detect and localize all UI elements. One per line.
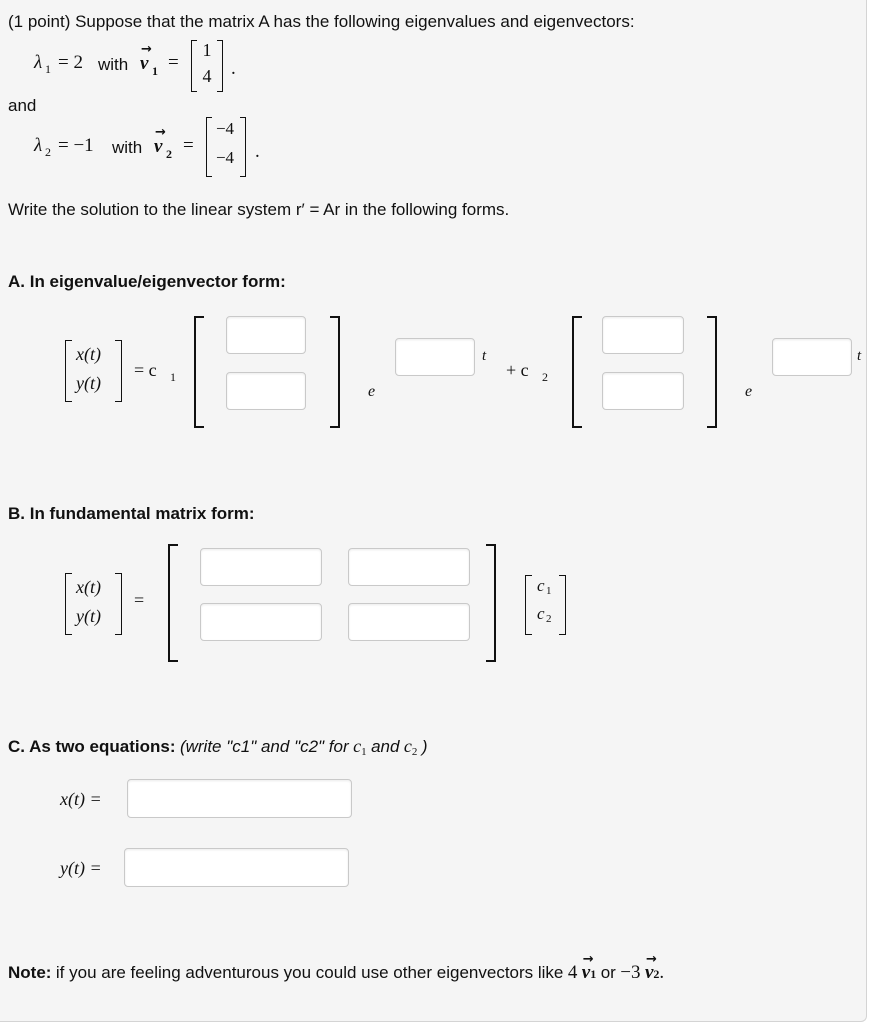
or-word: or bbox=[600, 963, 616, 982]
v2-answer-input-2[interactable] bbox=[602, 372, 684, 410]
left-bracket bbox=[65, 573, 72, 635]
period: . bbox=[255, 141, 260, 162]
right-bracket bbox=[330, 316, 340, 428]
with-label: with bbox=[112, 138, 143, 157]
problem-intro: (1 point) Suppose that the matrix A has the following eigenvalues and eigenvectors: bbox=[8, 12, 635, 31]
exponent-2-input[interactable] bbox=[772, 338, 852, 376]
eigenvalue-2: = −1 bbox=[58, 135, 94, 156]
lambda-symbol: λ bbox=[34, 135, 43, 156]
x-of-t: x(t) bbox=[76, 344, 101, 364]
vector-arrow-icon: → bbox=[645, 952, 657, 967]
eigenpair-1 bbox=[34, 40, 274, 100]
right-bracket bbox=[240, 117, 246, 177]
v2-vector bbox=[644, 952, 660, 984]
vector-arrow-icon: → bbox=[155, 125, 166, 140]
v1-answer-input-2[interactable] bbox=[226, 372, 306, 410]
right-bracket bbox=[559, 575, 566, 635]
y-equation-label: y(t) = bbox=[60, 858, 102, 878]
matrix-input-r1c2[interactable] bbox=[348, 548, 470, 586]
equals-sign: = bbox=[134, 590, 145, 610]
c2-subscript: 2 bbox=[546, 613, 552, 625]
x-of-t: x(t) bbox=[76, 577, 101, 597]
matrix-input-r2c2[interactable] bbox=[348, 603, 470, 641]
v2-answer-input-1[interactable] bbox=[602, 316, 684, 354]
right-bracket bbox=[707, 316, 717, 428]
with-label: with bbox=[98, 55, 129, 74]
x-equation-label: x(t) = bbox=[60, 789, 102, 809]
c2-subscript: 2 bbox=[411, 746, 418, 758]
exp-e: e bbox=[745, 383, 753, 400]
c-symbol: c bbox=[537, 604, 545, 623]
c1-subscript: 1 bbox=[170, 370, 176, 384]
c-symbol: c bbox=[353, 736, 362, 756]
right-bracket bbox=[115, 340, 122, 402]
v1-answer-input-1[interactable] bbox=[226, 316, 306, 354]
coef-1: 4 bbox=[567, 962, 578, 983]
instruction: Write the solution to the linear system r′ = Ar in the following forms. bbox=[8, 200, 510, 219]
part-c-hint: (write "c1" and "c2" for bbox=[179, 737, 349, 756]
v1-subscript: 1 bbox=[152, 64, 158, 78]
period: . bbox=[659, 962, 665, 983]
note-text: if you are feeling adventurous you could use other eigenvectors like bbox=[55, 963, 564, 982]
left-bracket bbox=[572, 316, 582, 428]
right-bracket bbox=[115, 573, 122, 635]
v1-symbol: v bbox=[140, 53, 149, 74]
part-c-heading-line bbox=[8, 736, 428, 758]
v-symbol: v bbox=[644, 962, 654, 983]
exp-e: e bbox=[368, 383, 376, 400]
exponent-1-input[interactable] bbox=[395, 338, 475, 376]
left-bracket bbox=[191, 40, 197, 92]
v1-entry-1: 1 bbox=[202, 40, 212, 60]
and-word: and bbox=[371, 737, 400, 756]
right-bracket bbox=[217, 40, 223, 92]
vector-arrow-icon: → bbox=[141, 42, 152, 57]
v1-subscript: 1 bbox=[590, 967, 597, 981]
part-a-equation bbox=[0, 310, 869, 440]
eigenvalue-1: = 2 bbox=[58, 52, 83, 73]
c1-subscript: 1 bbox=[546, 585, 552, 597]
equals-sign: = bbox=[183, 135, 194, 156]
close-paren: ) bbox=[421, 737, 428, 756]
part-c-heading: C. As two equations: bbox=[8, 737, 176, 756]
part-a-heading: A. In eigenvalue/eigenvector form: bbox=[8, 272, 286, 291]
v2-symbol: v bbox=[154, 136, 163, 157]
part-b-equation bbox=[0, 540, 869, 670]
v2-subscript: 2 bbox=[653, 967, 660, 981]
x-equation-input[interactable] bbox=[127, 779, 352, 818]
equals-c: = c bbox=[134, 360, 157, 380]
v2-subscript: 2 bbox=[166, 147, 172, 161]
coef-2: −3 bbox=[620, 962, 641, 983]
left-bracket bbox=[168, 544, 178, 662]
exp-t: t bbox=[857, 348, 862, 364]
equals-sign: = bbox=[168, 52, 179, 73]
lambda-symbol: λ bbox=[34, 52, 43, 73]
v1-vector bbox=[581, 952, 597, 984]
period: . bbox=[231, 58, 236, 79]
lambda-subscript: 2 bbox=[45, 145, 51, 159]
c1-subscript: 1 bbox=[361, 746, 367, 758]
lambda-subscript: 1 bbox=[45, 62, 51, 76]
v-symbol: v bbox=[581, 962, 591, 983]
y-equation-input[interactable] bbox=[124, 848, 349, 887]
c2-subscript: 2 bbox=[542, 370, 548, 384]
c-symbol: c bbox=[537, 576, 545, 595]
y-of-t: y(t) bbox=[76, 606, 101, 626]
c-symbol: c bbox=[403, 736, 412, 756]
eigenpair-2 bbox=[34, 117, 294, 177]
part-b-heading: B. In fundamental matrix form: bbox=[8, 504, 255, 523]
exp-t: t bbox=[482, 348, 487, 364]
right-bracket bbox=[486, 544, 496, 662]
matrix-input-r1c1[interactable] bbox=[200, 548, 322, 586]
v2-entry-2: −4 bbox=[215, 148, 235, 167]
left-bracket bbox=[194, 316, 204, 428]
v2-entry-1: −4 bbox=[215, 119, 235, 138]
matrix-input-r2c1[interactable] bbox=[200, 603, 322, 641]
y-of-t: y(t) bbox=[76, 373, 101, 393]
v1-entry-2: 4 bbox=[202, 66, 212, 86]
vector-arrow-icon: → bbox=[582, 952, 594, 967]
note-label: Note: bbox=[8, 963, 52, 982]
and-label: and bbox=[8, 96, 37, 115]
left-bracket bbox=[65, 340, 72, 402]
left-bracket bbox=[525, 575, 532, 635]
plus-c: + c bbox=[506, 360, 529, 380]
note-line bbox=[8, 952, 665, 992]
